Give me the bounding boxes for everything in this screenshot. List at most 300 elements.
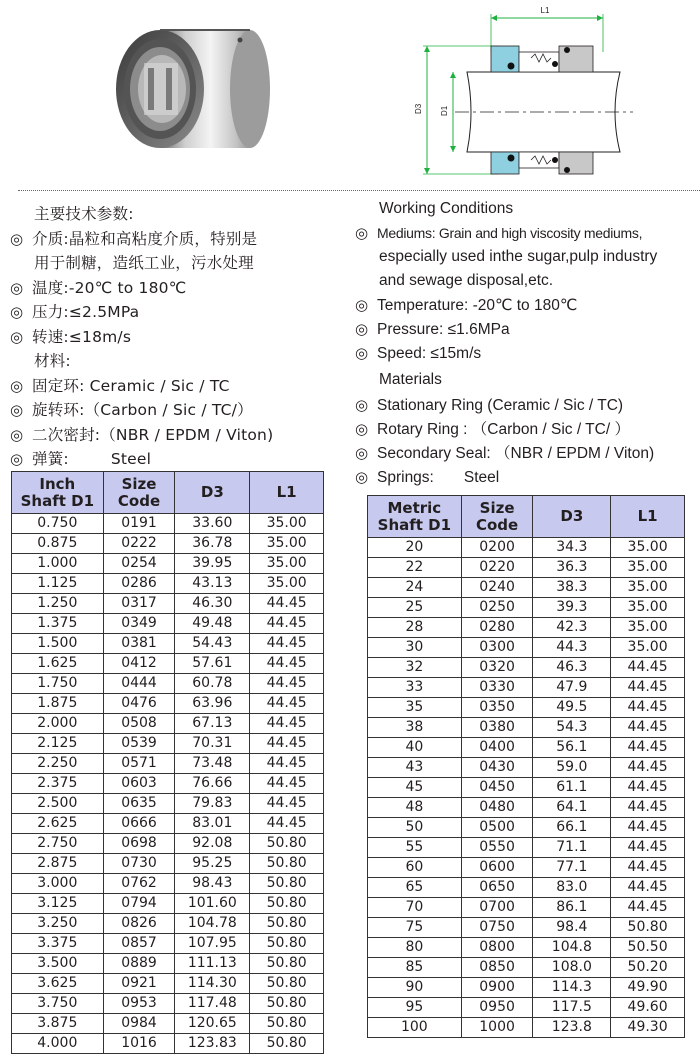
table-row	[12, 594, 324, 614]
column-header: L1	[611, 496, 685, 538]
table-cell: 2.500	[12, 794, 104, 814]
table-cell: 50.80	[250, 1014, 324, 1034]
bullet-icon: ◎	[355, 224, 368, 242]
table-cell: 2.000	[12, 714, 104, 734]
table-cell: 3.125	[12, 894, 104, 914]
table-row	[368, 698, 685, 718]
table-cell: 73.48	[175, 754, 250, 774]
table-cell: 0349	[103, 614, 175, 634]
cn-medium-cont: 用于制糖，造纸工业，污水处理	[34, 254, 254, 272]
table-cell: 120.65	[175, 1014, 250, 1034]
table-row	[368, 738, 685, 758]
table-cell: 44.45	[611, 878, 685, 898]
table-cell: 75	[368, 918, 462, 938]
table-row	[12, 534, 324, 554]
cn-pressure: ◎ 压力:≤2.5MPa	[10, 300, 340, 325]
table-cell: 50.80	[250, 1034, 324, 1054]
table-cell: 80	[368, 938, 462, 958]
table-cell: 100	[368, 1018, 462, 1038]
table-cell: 2.875	[12, 854, 104, 874]
table-cell: 22	[368, 558, 462, 578]
table-row	[368, 758, 685, 778]
table-cell: 0330	[461, 678, 533, 698]
table-cell: 0508	[103, 714, 175, 734]
table-cell: 49.30	[611, 1018, 685, 1038]
table-cell: 0430	[461, 758, 533, 778]
table-cell: 34.3	[533, 538, 611, 558]
table-cell: 40	[368, 738, 462, 758]
bullet-icon: ◎	[10, 425, 24, 444]
table-cell: 35	[368, 698, 462, 718]
table-cell: 0984	[103, 1014, 175, 1034]
table-cell: 54.3	[533, 718, 611, 738]
table-cell: 44.45	[611, 818, 685, 838]
table-row	[12, 854, 324, 874]
bullet-icon: ◎	[10, 401, 24, 419]
table-cell: 107.95	[175, 934, 250, 954]
table-cell: 0850	[461, 958, 533, 978]
en-heading: Working Conditions	[379, 200, 514, 217]
en-materials: Materials	[379, 371, 442, 388]
cn-materials: 材料:	[34, 352, 71, 370]
table-cell: 114.30	[175, 974, 250, 994]
table-cell: 44.45	[611, 838, 685, 858]
table-cell: 108.0	[533, 958, 611, 978]
table-cell: 35.00	[611, 578, 685, 598]
table-cell: 44.45	[250, 594, 324, 614]
table-cell: 36.78	[175, 534, 250, 554]
table-row	[12, 674, 324, 694]
metric-size-table	[367, 495, 685, 1038]
table-cell: 3.000	[12, 874, 104, 894]
table-row	[12, 814, 324, 834]
table-cell: 0317	[103, 594, 175, 614]
table-row	[12, 774, 324, 794]
table-cell: 56.1	[533, 738, 611, 758]
table-cell: 1000	[461, 1018, 533, 1038]
table-cell: 44.45	[250, 694, 324, 714]
table-cell: 57.61	[175, 654, 250, 674]
table-row	[368, 538, 685, 558]
table-cell: 0889	[103, 954, 175, 974]
table-cell: 123.8	[533, 1018, 611, 1038]
table-cell: 44.45	[611, 898, 685, 918]
table-cell: 71.1	[533, 838, 611, 858]
table-cell: 35.00	[611, 598, 685, 618]
table-cell: 0450	[461, 778, 533, 798]
table-cell: 44.45	[611, 858, 685, 878]
column-header: Size Code	[461, 496, 533, 538]
table-cell: 3.625	[12, 974, 104, 994]
table-cell: 43	[368, 758, 462, 778]
table-cell: 70.31	[175, 734, 250, 754]
table-cell: 35.00	[250, 534, 324, 554]
table-cell: 42.3	[533, 618, 611, 638]
table-cell: 60.78	[175, 674, 250, 694]
table-cell: 0220	[461, 558, 533, 578]
table-cell: 3.750	[12, 994, 104, 1014]
table-cell: 38.3	[533, 578, 611, 598]
table-cell: 44.45	[250, 714, 324, 734]
table-cell: 0826	[103, 914, 175, 934]
table-cell: 0300	[461, 638, 533, 658]
bullet-icon: ◎	[10, 229, 24, 248]
table-cell: 50.80	[250, 954, 324, 974]
en-medium-cont2: and sewage disposal,etc.	[379, 272, 554, 289]
cn-medium: ◎ 介质:晶粒和高粘度介质，特别是	[10, 227, 340, 252]
table-cell: 44.45	[250, 614, 324, 634]
table-cell: 1.125	[12, 574, 104, 594]
table-row	[12, 654, 324, 674]
table-cell: 48	[368, 798, 462, 818]
table-cell: 50	[368, 818, 462, 838]
table-row	[368, 838, 685, 858]
en-secondary: ◎ Secondary Seal: （NBR / EPDM / Viton)	[355, 441, 700, 465]
table-cell: 2.625	[12, 814, 104, 834]
table-cell: 0.875	[12, 534, 104, 554]
table-cell: 77.1	[533, 858, 611, 878]
table-cell: 65	[368, 878, 462, 898]
table-cell: 50.80	[250, 934, 324, 954]
column-header: D3	[533, 496, 611, 538]
table-cell: 90	[368, 978, 462, 998]
product-photo	[100, 8, 280, 158]
table-cell: 123.83	[175, 1034, 250, 1054]
table-cell: 50.80	[250, 834, 324, 854]
table-row	[368, 718, 685, 738]
table-cell: 0666	[103, 814, 175, 834]
table-cell: 67.13	[175, 714, 250, 734]
table-cell: 0380	[461, 718, 533, 738]
table-cell: 66.1	[533, 818, 611, 838]
table-cell: 44.45	[611, 738, 685, 758]
table-row	[12, 514, 324, 534]
cn-specs	[10, 202, 340, 472]
table-cell: 2.750	[12, 834, 104, 854]
table-cell: 0480	[461, 798, 533, 818]
table-cell: 44.45	[250, 794, 324, 814]
table-cell: 1.250	[12, 594, 104, 614]
table-cell: 2.250	[12, 754, 104, 774]
table-row	[12, 834, 324, 854]
table-cell: 1.750	[12, 674, 104, 694]
table-cell: 79.83	[175, 794, 250, 814]
table-row	[12, 894, 324, 914]
table-cell: 44.45	[611, 758, 685, 778]
table-cell: 50.80	[250, 994, 324, 1014]
table-row	[368, 978, 685, 998]
table-cell: 39.95	[175, 554, 250, 574]
cn-springs: ◎ 弹簧: Steel	[10, 447, 340, 472]
table-cell: 20	[368, 538, 462, 558]
table-cell: 35.00	[250, 574, 324, 594]
table-cell: 44.45	[611, 658, 685, 678]
table-cell: 76.66	[175, 774, 250, 794]
table-cell: 0286	[103, 574, 175, 594]
table-cell: 0953	[103, 994, 175, 1014]
table-cell: 111.13	[175, 954, 250, 974]
table-cell: 0412	[103, 654, 175, 674]
table-cell: 0191	[103, 514, 175, 534]
table-row	[368, 558, 685, 578]
bullet-icon: ◎	[355, 344, 369, 362]
table-cell: 36.3	[533, 558, 611, 578]
table-cell: 44.45	[250, 754, 324, 774]
table-row	[12, 794, 324, 814]
table-row	[12, 954, 324, 974]
table-cell: 117.5	[533, 998, 611, 1018]
table-cell: 0600	[461, 858, 533, 878]
table-cell: 104.78	[175, 914, 250, 934]
table-row	[368, 878, 685, 898]
table-row	[368, 898, 685, 918]
table-cell: 44.45	[611, 678, 685, 698]
en-springs: ◎ Springs: Steel	[355, 465, 700, 489]
table-cell: 44.45	[611, 718, 685, 738]
table-cell: 0921	[103, 974, 175, 994]
en-specs	[355, 197, 700, 489]
table-cell: 35.00	[611, 558, 685, 578]
bullet-icon: ◎	[10, 327, 24, 346]
table-row	[12, 994, 324, 1014]
table-row	[12, 1034, 324, 1054]
table-cell: 104.8	[533, 938, 611, 958]
table-row	[12, 634, 324, 654]
table-row	[12, 554, 324, 574]
table-cell: 0730	[103, 854, 175, 874]
table-cell: 1016	[103, 1034, 175, 1054]
table-cell: 0650	[461, 878, 533, 898]
table-cell: 0.750	[12, 514, 104, 534]
table-cell: 0444	[103, 674, 175, 694]
table-cell: 0603	[103, 774, 175, 794]
table-cell: 98.43	[175, 874, 250, 894]
table-cell: 95.25	[175, 854, 250, 874]
column-header: Inch Shaft D1	[12, 472, 104, 514]
table-cell: 30	[368, 638, 462, 658]
table-cell: 44.45	[250, 734, 324, 754]
table-cell: 35.00	[250, 514, 324, 534]
table-row	[368, 778, 685, 798]
table-cell: 0950	[461, 998, 533, 1018]
table-cell: 0254	[103, 554, 175, 574]
bullet-icon: ◎	[10, 303, 24, 321]
table-row	[368, 578, 685, 598]
cn-temperature: ◎ 温度:-20℃ to 180℃	[10, 276, 340, 301]
table-row	[12, 974, 324, 994]
bullet-icon: ◎	[355, 444, 369, 462]
table-cell: 83.01	[175, 814, 250, 834]
en-rotary: ◎ Rotary Ring : （Carbon / Sic / TC/ ）	[355, 417, 700, 441]
table-cell: 25	[368, 598, 462, 618]
table-cell: 0550	[461, 838, 533, 858]
table-cell: 4.000	[12, 1034, 104, 1054]
table-row	[12, 694, 324, 714]
table-row	[368, 678, 685, 698]
bullet-icon: ◎	[355, 320, 369, 338]
table-cell: 0222	[103, 534, 175, 554]
table-cell: 0320	[461, 658, 533, 678]
column-header: L1	[250, 472, 324, 514]
table-cell: 0571	[103, 754, 175, 774]
table-cell: 92.08	[175, 834, 250, 854]
dim-label-l1: L1	[540, 6, 550, 15]
table-cell: 1.500	[12, 634, 104, 654]
table-cell: 35.00	[250, 554, 324, 574]
table-cell: 0857	[103, 934, 175, 954]
dim-label-d3: D3	[414, 103, 423, 114]
table-cell: 44.45	[250, 634, 324, 654]
table-cell: 49.5	[533, 698, 611, 718]
table-cell: 49.48	[175, 614, 250, 634]
table-cell: 44.45	[250, 774, 324, 794]
table-cell: 98.4	[533, 918, 611, 938]
table-cell: 45	[368, 778, 462, 798]
table-cell: 44.45	[611, 798, 685, 818]
table-cell: 49.90	[611, 978, 685, 998]
table-cell: 35.00	[611, 618, 685, 638]
table-cell: 0280	[461, 618, 533, 638]
en-temperature: ◎ Temperature: -20℃ to 180℃	[355, 293, 700, 317]
table-cell: 35.00	[611, 638, 685, 658]
table-row	[368, 858, 685, 878]
table-cell: 49.60	[611, 998, 685, 1018]
table-cell: 114.3	[533, 978, 611, 998]
table-cell: 44.45	[250, 674, 324, 694]
table-cell: 28	[368, 618, 462, 638]
en-speed: ◎ Speed: ≤15m/s	[355, 341, 700, 365]
en-medium-cont: especially used inthe sugar,pulp industry	[379, 248, 658, 265]
table-cell: 33.60	[175, 514, 250, 534]
table-cell: 3.875	[12, 1014, 104, 1034]
table-cell: 50.80	[250, 914, 324, 934]
table-cell: 64.1	[533, 798, 611, 818]
table-cell: 0350	[461, 698, 533, 718]
table-row	[368, 958, 685, 978]
table-row	[368, 938, 685, 958]
table-cell: 60	[368, 858, 462, 878]
table-cell: 83.0	[533, 878, 611, 898]
table-cell: 0762	[103, 874, 175, 894]
table-cell: 50.80	[250, 874, 324, 894]
table-cell: 1.625	[12, 654, 104, 674]
table-cell: 39.3	[533, 598, 611, 618]
table-cell: 50.50	[611, 938, 685, 958]
table-cell: 50.80	[250, 894, 324, 914]
table-cell: 0240	[461, 578, 533, 598]
table-row	[12, 914, 324, 934]
table-cell: 95	[368, 998, 462, 1018]
table-cell: 3.500	[12, 954, 104, 974]
bullet-icon: ◎	[355, 420, 369, 438]
table-cell: 3.250	[12, 914, 104, 934]
column-header: Size Code	[103, 472, 175, 514]
table-row	[12, 1014, 324, 1034]
cn-secondary: ◎ 二次密封:（NBR / EPDM / Viton)	[10, 423, 340, 448]
table-cell: 0476	[103, 694, 175, 714]
table-cell: 1.375	[12, 614, 104, 634]
table-row	[12, 934, 324, 954]
table-cell: 35.00	[611, 538, 685, 558]
table-cell: 0250	[461, 598, 533, 618]
table-cell: 32	[368, 658, 462, 678]
table-header-row	[368, 496, 685, 538]
table-cell: 2.125	[12, 734, 104, 754]
table-cell: 24	[368, 578, 462, 598]
table-cell: 46.3	[533, 658, 611, 678]
bullet-icon: ◎	[10, 376, 24, 395]
table-row	[368, 618, 685, 638]
table-cell: 2.375	[12, 774, 104, 794]
cn-rotary: ◎ 旋转环:（Carbon / Sic / TC/）	[10, 398, 340, 423]
table-row	[12, 614, 324, 634]
table-row	[368, 638, 685, 658]
column-header: D3	[175, 472, 250, 514]
table-cell: 50.80	[250, 974, 324, 994]
cn-speed: ◎ 转速:≤18m/s	[10, 325, 340, 350]
table-cell: 50.20	[611, 958, 685, 978]
table-cell: 0200	[461, 538, 533, 558]
table-cell: 44.45	[250, 814, 324, 834]
table-row	[12, 754, 324, 774]
section-divider	[18, 190, 700, 191]
cn-stationary: ◎ 固定环: Ceramic / Sic / TC	[10, 374, 340, 399]
table-cell: 0700	[461, 898, 533, 918]
table-cell: 38	[368, 718, 462, 738]
table-row	[368, 818, 685, 838]
table-cell: 0900	[461, 978, 533, 998]
table-cell: 50.80	[250, 854, 324, 874]
table-cell: 44.45	[611, 778, 685, 798]
table-row	[12, 734, 324, 754]
table-cell: 63.96	[175, 694, 250, 714]
table-cell: 44.45	[611, 698, 685, 718]
table-cell: 47.9	[533, 678, 611, 698]
table-cell: 70	[368, 898, 462, 918]
bullet-icon: ◎	[10, 450, 24, 468]
table-cell: 44.3	[533, 638, 611, 658]
table-cell: 50.80	[611, 918, 685, 938]
table-cell: 101.60	[175, 894, 250, 914]
table-cell: 43.13	[175, 574, 250, 594]
en-pressure: ◎ Pressure: ≤1.6MPa	[355, 317, 700, 341]
table-cell: 61.1	[533, 778, 611, 798]
table-cell: 1.875	[12, 694, 104, 714]
table-cell: 59.0	[533, 758, 611, 778]
table-row	[368, 1018, 685, 1038]
table-row	[368, 658, 685, 678]
table-cell: 0539	[103, 734, 175, 754]
bullet-icon: ◎	[355, 396, 369, 414]
en-medium: ◎ Mediums: Grain and high viscosity mediums,	[355, 221, 700, 245]
table-cell: 33	[368, 678, 462, 698]
table-row	[368, 798, 685, 818]
table-cell: 1.000	[12, 554, 104, 574]
table-cell: 0800	[461, 938, 533, 958]
bullet-icon: ◎	[355, 296, 369, 314]
table-cell: 0794	[103, 894, 175, 914]
table-row	[368, 598, 685, 618]
table-cell: 0500	[461, 818, 533, 838]
dim-label-d1: D1	[440, 105, 449, 116]
inch-size-table	[11, 471, 324, 1054]
table-cell: 3.375	[12, 934, 104, 954]
table-row	[368, 998, 685, 1018]
table-row	[12, 874, 324, 894]
cn-heading: 主要技术参数:	[34, 205, 134, 223]
bullet-icon: ◎	[355, 468, 369, 486]
table-row	[12, 714, 324, 734]
